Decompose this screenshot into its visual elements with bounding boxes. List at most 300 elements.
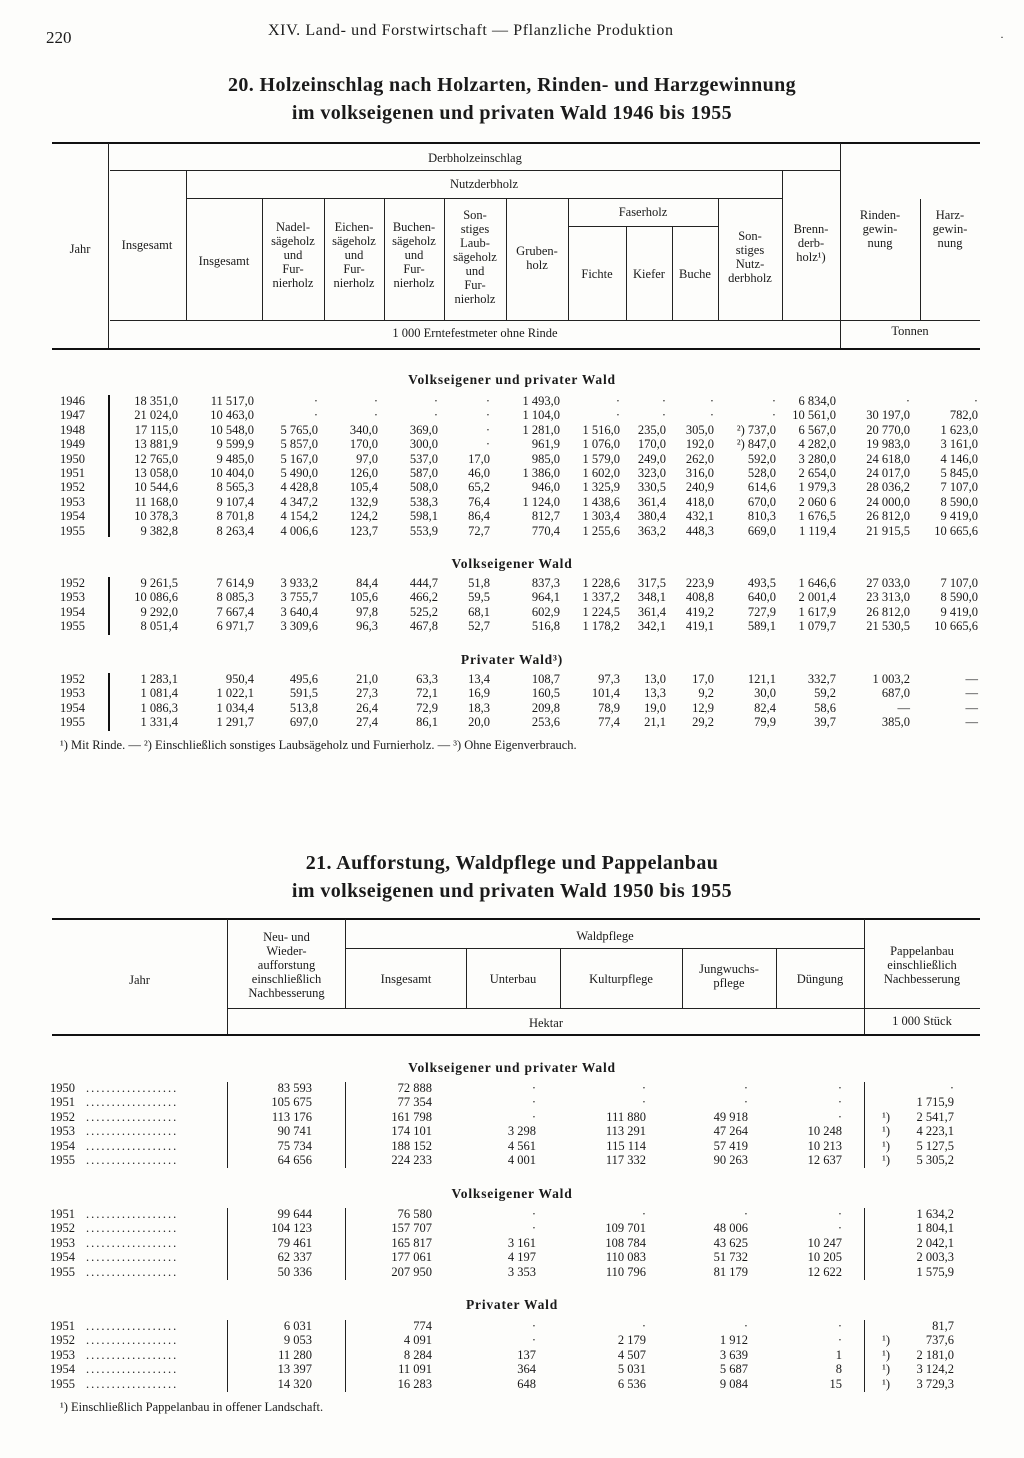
cell-value: 1 516,0: [582, 422, 620, 437]
cell-value: ·: [837, 1109, 842, 1124]
cell-value: 3 640,4: [280, 604, 318, 619]
cell-value: 1 676,5: [798, 509, 836, 524]
cell-value: 77,4: [598, 715, 620, 730]
cell-value: 13,3: [644, 686, 666, 701]
cell-value: 640,0: [747, 590, 776, 605]
dot-leader: ..................: [86, 1095, 179, 1110]
col-jahr: Jahr: [69, 242, 91, 256]
cell-value: 2 541,7: [916, 1109, 954, 1124]
cell-value: 137: [517, 1347, 536, 1362]
cell-value: 110 796: [605, 1264, 646, 1279]
t21-unit-hektar: Hektar: [528, 1016, 563, 1030]
cell-value: 687,0: [881, 686, 910, 701]
cell-value: ·: [837, 1207, 842, 1221]
cell-value: 1 034,4: [216, 700, 254, 715]
cell-value: 104 123: [271, 1221, 312, 1236]
dot-leader: ..................: [86, 1124, 179, 1139]
cell-value: ·: [531, 1333, 536, 1348]
cell-value: 4 507: [617, 1347, 646, 1362]
cell-value: 837,3: [531, 576, 560, 590]
cell-value: 9 485,0: [216, 451, 254, 466]
row-year: 1949: [60, 437, 85, 452]
row-year: 1947: [60, 408, 85, 423]
dot-leader: ..................: [86, 1362, 179, 1377]
cell-value: 77 354: [397, 1095, 432, 1110]
table-row: [0, 1154, 1024, 1167]
dot-leader: ..................: [86, 1333, 179, 1348]
row-year: 1955: [50, 1264, 75, 1279]
table20-footnote: ¹) Mit Rinde. — ²) Einschließlich sonstiges Laubsägeholz und Furnierholz. — ³) Ohne Eigenverbrauch.: [60, 738, 577, 752]
cell-value: 90 263: [713, 1153, 748, 1167]
cell-value: ·: [709, 394, 714, 408]
cell-value: 4 197: [507, 1250, 536, 1265]
cell-value: 1 325,9: [582, 480, 620, 495]
col-brennderbholz: Brenn- derb- holz¹): [793, 222, 829, 264]
cell-value: 105,6: [349, 590, 378, 605]
table21-title-line2: im volkseigenen und privaten Wald 1950 bis 1955: [291, 880, 733, 902]
row-year: 1948: [60, 422, 85, 437]
cell-value: 8 590,0: [940, 590, 978, 605]
cell-value: 323,0: [637, 466, 666, 480]
cell-value: 6 567,0: [798, 422, 836, 437]
cell-value: ·: [837, 1333, 842, 1348]
col-sonstiges-laubsaegeholz: Son- stiges Laub- sägeholz und Fur- nierholz: [453, 208, 497, 306]
footnote-ref: ¹): [882, 1138, 890, 1153]
table-row: [0, 606, 1024, 619]
cell-value: 51 732: [713, 1250, 748, 1265]
cell-value: 113 291: [605, 1124, 646, 1139]
cell-value: ·: [313, 408, 318, 423]
dot-leader: ..................: [86, 1347, 179, 1362]
col-sonstiges-nutzderbholz: Son- stiges Nutz- derbholz: [728, 229, 772, 285]
table21-section-label: Volkseigener und privater Wald: [408, 1060, 616, 1075]
cell-value: 8 085,3: [216, 590, 254, 605]
row-year: 1952: [50, 1109, 75, 1124]
table-row: [0, 1334, 1024, 1347]
cell-value: 81 179: [713, 1264, 748, 1279]
cell-value: 300,0: [409, 437, 438, 452]
cell-value: —: [965, 672, 978, 686]
table-row: [0, 1251, 1024, 1264]
cell-value: ·: [485, 394, 490, 408]
cell-value: 72,1: [416, 686, 438, 701]
table-row: [0, 1363, 1024, 1376]
cell-value: 50 336: [277, 1264, 312, 1279]
cell-value: 727,9: [747, 604, 776, 619]
cell-value: 348,1: [637, 590, 666, 605]
cell-value: ·: [531, 1095, 536, 1110]
cell-value: 113 176: [271, 1109, 312, 1124]
cell-value: 9 382,8: [140, 523, 178, 538]
table-row: [0, 577, 1024, 590]
cell-value: 24 017,0: [866, 466, 910, 480]
row-year: 1954: [50, 1362, 75, 1377]
cell-value: ·: [485, 422, 490, 437]
cell-value: 8 565,3: [216, 480, 254, 495]
cell-value: 76,4: [468, 494, 490, 509]
cell-value: 946,0: [531, 480, 560, 495]
row-year: 1955: [60, 523, 85, 538]
cell-value: 170,0: [637, 437, 666, 452]
cell-value: 1 623,0: [940, 422, 978, 437]
cell-value: 9 292,0: [140, 604, 178, 619]
cell-value: 8: [835, 1362, 842, 1377]
t21-col-aufforstung: Neu- und Wieder- aufforstung einschließlich Nachbesserung: [248, 930, 325, 1000]
cell-value: 99 644: [277, 1207, 312, 1221]
col-faserholz: Faserholz: [618, 205, 668, 219]
cell-value: ·: [743, 1207, 748, 1221]
cell-value: 209,8: [531, 700, 560, 715]
cell-value: 7 107,0: [940, 576, 978, 590]
row-year: 1951: [60, 466, 85, 480]
cell-value: 316,0: [685, 466, 714, 480]
cell-value: 3 639: [719, 1347, 748, 1362]
cell-value: 177 061: [391, 1250, 432, 1265]
cell-value: 380,4: [637, 509, 666, 524]
cell-value: 602,9: [531, 604, 560, 619]
table-row: [0, 467, 1024, 480]
cell-value: 121,1: [747, 672, 776, 686]
cell-value: 68,1: [468, 604, 490, 619]
cell-value: 3 729,3: [916, 1376, 954, 1391]
cell-value: 20 770,0: [866, 422, 910, 437]
cell-value: 48 006: [713, 1221, 748, 1236]
cell-value: 72 888: [397, 1081, 432, 1095]
cell-value: 10 665,6: [934, 523, 978, 538]
row-year: 1950: [50, 1081, 75, 1095]
cell-value: 1 579,0: [582, 451, 620, 466]
t21-col-waldpflege: Waldpflege: [576, 929, 634, 943]
cell-value: 4 347,2: [280, 494, 318, 509]
cell-value: 9 599,9: [216, 437, 254, 452]
cell-value: ·: [433, 394, 438, 408]
cell-value: ·: [837, 1221, 842, 1236]
cell-value: ·: [661, 408, 666, 423]
cell-value: 385,0: [881, 715, 910, 730]
col-nutz-insgesamt: Insgesamt: [198, 254, 250, 268]
cell-value: ·: [837, 1081, 842, 1095]
cell-value: 467,8: [409, 619, 438, 634]
table21-section-label: Volkseigener Wald: [451, 1186, 573, 1201]
cell-value: 697,0: [289, 715, 318, 730]
cell-value: 3 353: [507, 1264, 536, 1279]
table-row: [0, 1208, 1024, 1221]
cell-value: 39,7: [814, 715, 836, 730]
cell-value: 49 918: [713, 1109, 748, 1124]
col-fichte: Fichte: [581, 267, 613, 281]
cell-value: ·: [641, 1081, 646, 1095]
cell-value: 105,4: [349, 480, 378, 495]
cell-value: 1 575,9: [916, 1264, 954, 1279]
cell-value: 28 036,2: [866, 480, 910, 495]
cell-value: ·: [743, 1081, 748, 1095]
cell-value: 1 331,4: [140, 715, 178, 730]
cell-value: 10 544,6: [134, 480, 178, 495]
cell-value: 10 561,0: [792, 408, 836, 423]
cell-value: 170,0: [349, 437, 378, 452]
cell-value: 493,5: [747, 576, 776, 590]
cell-value: 950,4: [225, 672, 254, 686]
cell-value: 11 091: [398, 1362, 432, 1377]
cell-value: 86,4: [468, 509, 490, 524]
cell-value: 332,7: [807, 672, 836, 686]
col-buche: Buche: [679, 267, 711, 281]
dot-leader: ..................: [86, 1221, 179, 1236]
table-row: [0, 673, 1024, 686]
cell-value: ·: [837, 1319, 842, 1333]
table-row: [0, 1237, 1024, 1250]
cell-value: 419,2: [685, 604, 714, 619]
cell-value: 363,2: [637, 523, 666, 538]
table20-title-line2: im volkseigenen und privaten Wald 1946 bis 1955: [291, 102, 733, 124]
cell-value: 1 022,1: [216, 686, 254, 701]
cell-value: 115 114: [606, 1138, 646, 1153]
cell-value: 132,9: [349, 494, 378, 509]
cell-value: 1 119,4: [798, 523, 836, 538]
cell-value: 13 058,0: [134, 466, 178, 480]
cell-value: 97,3: [598, 672, 620, 686]
row-year: 1951: [50, 1319, 75, 1333]
margin-mark: ·: [1000, 30, 1004, 44]
cell-value: 62 337: [277, 1250, 312, 1265]
cell-value: ·: [615, 394, 620, 408]
cell-value: ·: [771, 394, 776, 408]
cell-value: 985,0: [531, 451, 560, 466]
cell-value: 27,3: [356, 686, 378, 701]
cell-value: 4 428,8: [280, 480, 318, 495]
col-nadelsaegeholz: Nadel- sägeholz und Fur- nierholz: [271, 220, 315, 290]
cell-value: 47 264: [713, 1124, 748, 1139]
cell-value: 1 124,0: [522, 494, 560, 509]
cell-value: ²) 737,0: [736, 422, 776, 437]
table21-title-line1: 21. Aufforstung, Waldpflege und Pappelanbau: [305, 852, 719, 874]
cell-value: 249,0: [637, 451, 666, 466]
table-row: [0, 1320, 1024, 1333]
cell-value: 1 104,0: [522, 408, 560, 423]
cell-value: 223,9: [685, 576, 714, 590]
cell-value: 669,0: [747, 523, 776, 538]
footnote-ref: ¹): [882, 1347, 890, 1362]
cell-value: 448,3: [685, 523, 714, 538]
cell-value: 9 419,0: [940, 604, 978, 619]
cell-value: 59,5: [468, 590, 490, 605]
cell-value: 1 386,0: [522, 466, 560, 480]
cell-value: 648: [517, 1376, 536, 1391]
cell-value: 592,0: [747, 451, 776, 466]
cell-value: 10 463,0: [210, 408, 254, 423]
cell-value: 1 003,2: [872, 672, 910, 686]
cell-value: 330,5: [637, 480, 666, 495]
cell-value: 90 741: [277, 1124, 312, 1139]
cell-value: ²) 847,0: [736, 437, 776, 452]
row-year: 1952: [50, 1333, 75, 1348]
cell-value: ·: [531, 1109, 536, 1124]
cell-value: 1 079,7: [798, 619, 836, 634]
cell-value: 105 675: [271, 1095, 312, 1110]
cell-value: ·: [531, 1207, 536, 1221]
dot-leader: ..................: [86, 1264, 179, 1279]
row-year: 1953: [60, 686, 85, 701]
cell-value: 305,0: [685, 422, 714, 437]
cell-value: ·: [661, 394, 666, 408]
cell-value: ·: [641, 1207, 646, 1221]
cell-value: 5 490,0: [280, 466, 318, 480]
cell-value: 27 033,0: [866, 576, 910, 590]
cell-value: ·: [709, 408, 714, 423]
cell-value: 6 031: [283, 1319, 312, 1333]
cell-value: 8 284: [403, 1347, 432, 1362]
cell-value: 26,4: [356, 700, 378, 715]
cell-value: 466,2: [409, 590, 438, 605]
row-year: 1953: [60, 590, 85, 605]
cell-value: 3 309,6: [280, 619, 318, 634]
footnote-ref: ¹): [882, 1333, 890, 1348]
cell-value: ·: [433, 408, 438, 423]
cell-value: 262,0: [685, 451, 714, 466]
cell-value: 5 687: [719, 1362, 748, 1377]
footnote-ref: ¹): [882, 1376, 890, 1391]
row-year: 1953: [50, 1235, 75, 1250]
cell-value: ·: [973, 394, 978, 408]
table-row: [0, 620, 1024, 633]
row-year: 1954: [50, 1138, 75, 1153]
cell-value: 3 755,7: [280, 590, 318, 605]
cell-value: 5 857,0: [280, 437, 318, 452]
cell-value: 17,0: [692, 672, 714, 686]
cell-value: 340,0: [349, 422, 378, 437]
cell-value: 361,4: [637, 604, 666, 619]
cell-value: 6 536: [617, 1376, 646, 1391]
row-year: 1954: [60, 509, 85, 524]
cell-value: 2 654,0: [798, 466, 836, 480]
cell-value: 96,3: [356, 619, 378, 634]
cell-value: 812,7: [531, 509, 560, 524]
cell-value: 13 881,9: [134, 437, 178, 452]
cell-value: 24 000,0: [866, 494, 910, 509]
dot-leader: ..................: [86, 1235, 179, 1250]
cell-value: 15: [829, 1376, 842, 1391]
cell-value: 9 419,0: [940, 509, 978, 524]
cell-value: 4 282,0: [798, 437, 836, 452]
cell-value: 1 715,9: [916, 1095, 954, 1110]
t21-col-jahr: Jahr: [129, 973, 150, 987]
cell-value: 810,3: [747, 509, 776, 524]
cell-value: 51,8: [468, 576, 490, 590]
cell-value: 1 438,6: [582, 494, 620, 509]
cell-value: 76 580: [397, 1207, 432, 1221]
cell-value: 12 637: [807, 1153, 842, 1167]
col-derbholzeinschlag: Derbholzeinschlag: [428, 151, 522, 165]
cell-value: 1 804,1: [916, 1221, 954, 1236]
cell-value: 21 530,5: [866, 619, 910, 634]
cell-value: 12,9: [692, 700, 714, 715]
cell-value: 9 084: [719, 1376, 748, 1391]
cell-value: 537,0: [409, 451, 438, 466]
dot-leader: ..................: [86, 1153, 179, 1167]
cell-value: ·: [373, 394, 378, 408]
cell-value: 12 765,0: [134, 451, 178, 466]
cell-value: —: [965, 700, 978, 715]
cell-value: ·: [485, 437, 490, 452]
cell-value: 26 812,0: [866, 509, 910, 524]
table-row: [0, 1125, 1024, 1138]
cell-value: ·: [531, 1319, 536, 1333]
cell-value: ·: [949, 1081, 954, 1095]
cell-value: 444,7: [409, 576, 438, 590]
table-row: [0, 1378, 1024, 1391]
cell-value: 17,0: [468, 451, 490, 466]
cell-value: 1 228,6: [582, 576, 620, 590]
t21-col-pappelanbau: Pappelanbau einschließlich Nachbesserung: [883, 944, 961, 986]
cell-value: 1 291,7: [216, 715, 254, 730]
cell-value: 10 548,0: [210, 422, 254, 437]
cell-value: 4 223,1: [916, 1124, 954, 1139]
cell-value: 165 817: [391, 1235, 432, 1250]
cell-value: 4 154,2: [280, 509, 318, 524]
table20-title-line1: 20. Holzeinschlag nach Holzarten, Rinden- und Harzgewinnung: [227, 74, 797, 96]
cell-value: 1 337,2: [582, 590, 620, 605]
cell-value: 408,8: [685, 590, 714, 605]
cell-value: 13,0: [644, 672, 666, 686]
row-year: 1955: [50, 1153, 75, 1167]
cell-value: 1 979,3: [798, 480, 836, 495]
table-row: [0, 591, 1024, 604]
cell-value: 4 091: [403, 1333, 432, 1348]
cell-value: 11 517,0: [210, 394, 254, 408]
col-buchensaegeholz: Buchen- sägeholz und Fur- nierholz: [392, 220, 436, 290]
cell-value: 11 168,0: [134, 494, 178, 509]
cell-value: 108,7: [531, 672, 560, 686]
t21-col-unterbau: Unterbau: [489, 972, 537, 986]
cell-value: 1 081,4: [140, 686, 178, 701]
row-year: 1950: [60, 451, 85, 466]
cell-value: 4 001: [507, 1153, 536, 1167]
cell-value: 3 161: [507, 1235, 536, 1250]
cell-value: 1 178,2: [582, 619, 620, 634]
table21-footnote: ¹) Einschließlich Pappelanbau in offener Landschaft.: [60, 1400, 324, 1414]
dot-leader: ..................: [86, 1319, 179, 1333]
cell-value: 6 834,0: [798, 394, 836, 408]
table-row: [0, 438, 1024, 451]
cell-value: 964,1: [531, 590, 560, 605]
cell-value: 75 734: [277, 1138, 312, 1153]
cell-value: 18,3: [468, 700, 490, 715]
col-insgesamt: Insgesamt: [121, 238, 173, 252]
cell-value: 587,0: [409, 466, 438, 480]
cell-value: 1 646,6: [798, 576, 836, 590]
cell-value: 7 667,4: [216, 604, 254, 619]
cell-value: 86,1: [416, 715, 438, 730]
cell-value: 157 707: [391, 1221, 432, 1236]
cell-value: 1 303,4: [582, 509, 620, 524]
row-year: 1952: [60, 576, 85, 590]
table-row: [0, 1140, 1024, 1153]
cell-value: ·: [905, 394, 910, 408]
cell-value: 5 031: [617, 1362, 646, 1377]
cell-value: 2 042,1: [916, 1235, 954, 1250]
cell-value: 109 701: [605, 1221, 646, 1236]
row-year: 1952: [60, 672, 85, 686]
cell-value: ·: [837, 1095, 842, 1110]
table-row: [0, 409, 1024, 422]
footnote-ref: ¹): [882, 1362, 890, 1377]
table-row: [0, 1266, 1024, 1279]
cell-value: 26 812,0: [866, 604, 910, 619]
cell-value: 419,1: [685, 619, 714, 634]
row-year: 1955: [50, 1376, 75, 1391]
col-harzgewinnung: Harz- gewin- nung: [932, 208, 968, 250]
cell-value: 418,0: [685, 494, 714, 509]
